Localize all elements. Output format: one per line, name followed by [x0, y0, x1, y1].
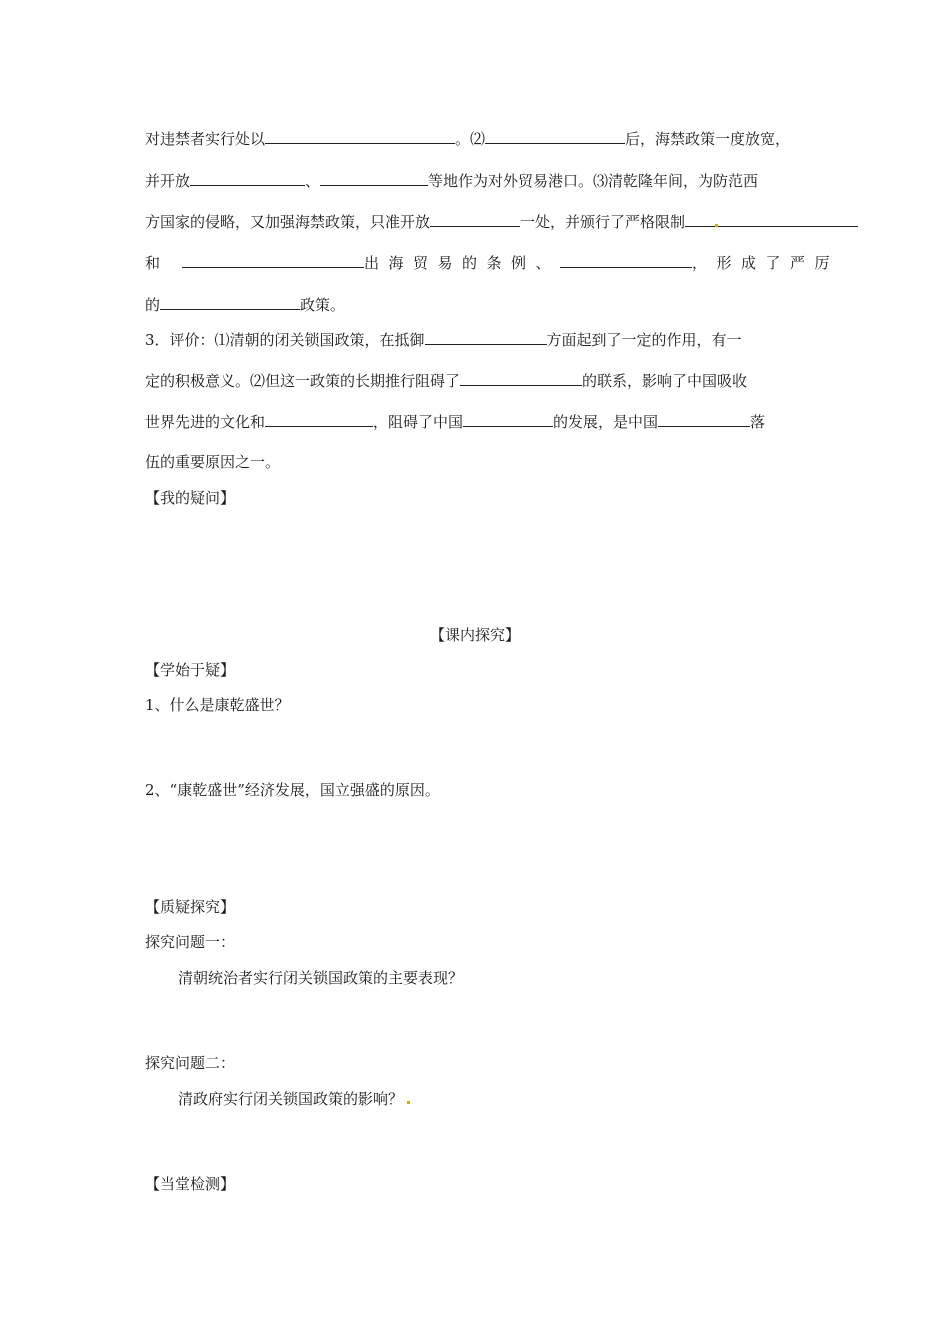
- heading-my-questions: 【我的疑问】: [145, 489, 236, 507]
- text: 对违禁者实行处以: [145, 130, 266, 148]
- text: 定的积极意义。⑵但这一政策的长期推行阻碍了: [145, 372, 461, 390]
- fill-blank[interactable]: [265, 128, 455, 144]
- inquiry-2-text: 清政府实行闭关锁国政策的影响？: [178, 1090, 404, 1108]
- text: 的联系，影响了中国吸收: [582, 372, 748, 390]
- text: 出海贸易的条例、: [364, 254, 561, 272]
- fill-blank[interactable]: [430, 211, 520, 227]
- fill-blank[interactable]: [658, 411, 750, 427]
- text-line: [145, 170, 758, 191]
- text-line: [145, 452, 280, 472]
- fill-blank[interactable]: [718, 211, 858, 227]
- text: ，阻碍了中国: [373, 413, 464, 431]
- text: 的发展，是中国: [553, 413, 659, 431]
- fill-blank[interactable]: [485, 128, 625, 144]
- question-2: 2、“康乾盛世”经济发展，国立强盛的原因。: [145, 781, 440, 799]
- text-line: [145, 411, 765, 432]
- heading-in-class: 【课内探究】: [429, 626, 520, 644]
- heading-learn-from-doubt: 【学始于疑】: [145, 661, 236, 679]
- text-line: [145, 252, 839, 273]
- fill-blank[interactable]: [160, 294, 300, 310]
- fill-blank[interactable]: [685, 211, 715, 227]
- text-line: [145, 211, 858, 232]
- text: 、: [305, 172, 321, 190]
- fill-blank[interactable]: [463, 411, 553, 427]
- heading-class-test: 【当堂检测】: [145, 1175, 236, 1193]
- fill-blank[interactable]: [182, 252, 364, 268]
- inquiry-1-label: 探究问题一：: [145, 933, 236, 951]
- inquiry-2-label: 探究问题二：: [145, 1054, 236, 1072]
- heading-inquiry: 【质疑探究】: [145, 898, 236, 916]
- fill-blank[interactable]: [265, 411, 373, 427]
- text: 一处，并颁行了严格限制: [520, 213, 686, 231]
- text: 后，海禁政策一度放宽，: [625, 130, 791, 148]
- text: 3．评价：⑴清朝的闭关锁国政策，在抵御: [145, 331, 425, 349]
- text-line: [145, 128, 790, 149]
- text-line: [145, 294, 345, 315]
- inquiry-2-line: [178, 1089, 410, 1109]
- text-line: [145, 370, 747, 391]
- text: 落: [750, 413, 766, 431]
- text: 。⑵: [455, 130, 486, 148]
- text: 等地作为对外贸易港口。⑶清乾隆年间，为防范西: [428, 172, 759, 190]
- fill-blank[interactable]: [560, 252, 692, 268]
- fill-blank[interactable]: [320, 170, 428, 186]
- text: 伍的重要原因之一。: [145, 453, 281, 471]
- text: 方国家的侵略，又加强海禁政策，只准开放: [145, 213, 431, 231]
- inquiry-1-text: 清朝统治者实行闭关锁国政策的主要表现？: [178, 969, 464, 987]
- text: 政策。: [300, 296, 346, 314]
- fill-blank[interactable]: [460, 370, 582, 386]
- fill-blank[interactable]: [190, 170, 305, 186]
- text: 并开放: [145, 172, 191, 190]
- fill-blank[interactable]: [425, 329, 547, 345]
- mark-dot: [407, 1101, 410, 1104]
- text: ，形成了严厉: [692, 254, 840, 272]
- text: 世界先进的文化和: [145, 413, 266, 431]
- text: 的: [145, 296, 161, 314]
- text-line: [145, 329, 742, 350]
- text: 和: [145, 254, 161, 272]
- text: 方面起到了一定的作用，有一: [546, 331, 742, 349]
- question-1: 1、什么是康乾盛世？: [145, 696, 290, 714]
